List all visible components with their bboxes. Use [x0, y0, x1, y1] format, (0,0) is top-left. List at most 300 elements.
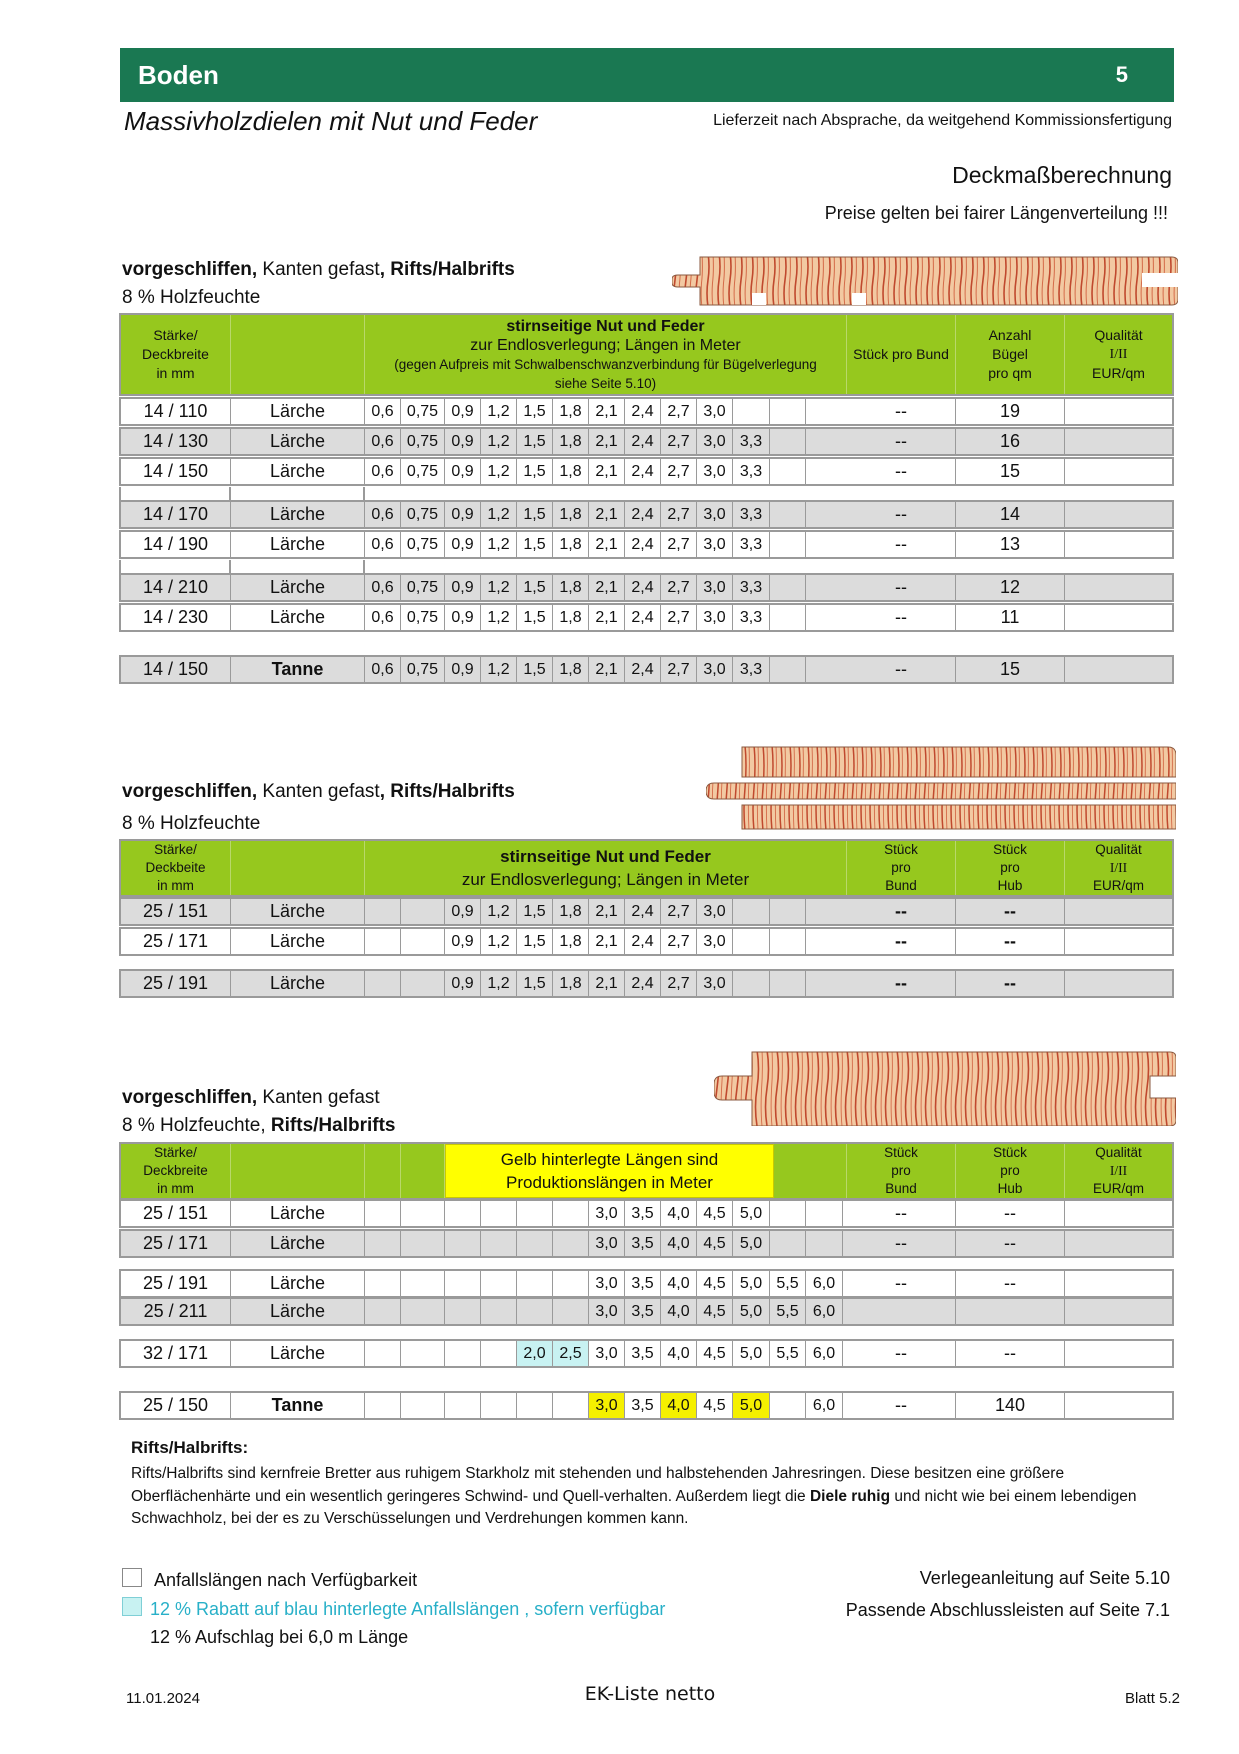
length-cell: 5,5 [770, 1271, 806, 1296]
length-cell [770, 502, 806, 527]
length-cell [401, 1299, 445, 1324]
length-cell: 6,0 [806, 1271, 843, 1296]
length-cell: 2,4 [625, 429, 661, 454]
length-cell: 2,4 [625, 657, 661, 682]
length-cell: 2,1 [589, 657, 625, 682]
stueck-cell: -- [847, 1271, 956, 1296]
quality-cell [1065, 429, 1172, 454]
length-cell: 2,0 [517, 1341, 553, 1366]
length-cell: 3,0 [697, 575, 733, 600]
length-cell: 1,8 [553, 971, 589, 996]
wood-cell: Tanne [231, 1393, 365, 1418]
length-cell: 1,8 [553, 605, 589, 630]
wood-cell: Lärche [231, 502, 365, 527]
length-cell [770, 971, 806, 996]
length-cell: 0,75 [401, 502, 445, 527]
length-cell: 0,9 [445, 399, 481, 424]
section1-table-header [119, 313, 1174, 396]
length-cell: 2,7 [661, 502, 697, 527]
legend-white-swatch [122, 1568, 142, 1587]
quality-cell [1065, 459, 1172, 484]
anzahl-cell: 13 [956, 532, 1065, 557]
length-cell [365, 1201, 401, 1226]
table-row [119, 655, 1174, 684]
length-cell: 3,0 [697, 459, 733, 484]
quality-cell [1065, 899, 1172, 924]
wood-cell: Lärche [231, 929, 365, 954]
length-cell [481, 1341, 517, 1366]
col-stueck-header: Stück pro Bund [847, 315, 956, 394]
len-header-spacer [401, 1144, 445, 1198]
length-cell [445, 1299, 481, 1324]
length-cell: 5,0 [733, 1341, 770, 1366]
hub-cell: -- [956, 1341, 1065, 1366]
wood-cell: Lärche [231, 1201, 365, 1226]
table-row [119, 530, 1174, 559]
length-cell: 0,9 [445, 429, 481, 454]
length-cell [365, 1299, 401, 1324]
length-cell: 0,75 [401, 657, 445, 682]
length-cell: 1,2 [481, 399, 517, 424]
stueck-cell: -- [847, 429, 956, 454]
length-cell: 2,1 [589, 502, 625, 527]
wood-cell: Lärche [231, 1271, 365, 1296]
length-cell [517, 1271, 553, 1296]
quality-cell [1065, 1341, 1172, 1366]
table-row [119, 1297, 1174, 1326]
length-cell [553, 1271, 589, 1296]
col-lengths-header: stirnseitige Nut und Feder zur Endlosverlegung; Längen in Meter [365, 841, 847, 895]
length-cell [733, 971, 770, 996]
legend-anfall: Anfallslängen nach Verfügbarkeit [154, 1570, 418, 1590]
length-cell: 0,6 [365, 459, 401, 484]
length-cell: 6,0 [806, 1341, 843, 1366]
length-cell [365, 1393, 401, 1418]
length-cell: 0,75 [401, 459, 445, 484]
table-row [119, 457, 1174, 486]
stueck-cell: -- [847, 657, 956, 682]
table-row [119, 603, 1174, 632]
table-row [119, 1229, 1174, 1258]
length-cell: 0,75 [401, 429, 445, 454]
length-cell: 2,7 [661, 429, 697, 454]
length-cell: 2,4 [625, 929, 661, 954]
length-cell: 1,2 [481, 459, 517, 484]
wood-cell: Lärche [231, 459, 365, 484]
hub-cell [956, 1299, 1065, 1324]
anzahl-cell: 14 [956, 502, 1065, 527]
wood-cell: Lärche [231, 399, 365, 424]
quality-cell [1065, 1299, 1172, 1324]
length-cell: 0,9 [445, 532, 481, 557]
length-cell [770, 532, 806, 557]
deck-title: Deckmaßberechnung [952, 162, 1172, 188]
col-quality-header: Qualität I/II EUR/qm [1092, 842, 1144, 893]
quality-cell [1065, 929, 1172, 954]
length-cell [365, 971, 401, 996]
length-cell: 1,2 [481, 657, 517, 682]
length-cell [770, 1393, 806, 1418]
length-cell: 2,1 [589, 575, 625, 600]
length-cell: 2,1 [589, 532, 625, 557]
wood-cell: Lärche [231, 605, 365, 630]
length-cell: 4,5 [697, 1299, 733, 1324]
length-cell: 3,3 [733, 605, 770, 630]
length-cell: 3,5 [625, 1201, 661, 1226]
length-cell [770, 605, 806, 630]
wood-cell: Lärche [231, 1231, 365, 1256]
length-cell: 3,0 [589, 1271, 625, 1296]
col-quality-header: Qualität I/II EUR/qm [1092, 327, 1145, 381]
col-stueck-header: Stück pro Bund [847, 841, 956, 895]
hub-cell: -- [956, 1201, 1065, 1226]
col-quality-header: Qualität I/II EUR/qm [1092, 1145, 1144, 1196]
col-dim-header: Stärke/ Deckbreite in mm [121, 315, 231, 394]
length-cell [553, 1299, 589, 1324]
quality-cell [1065, 657, 1172, 682]
length-cell [770, 429, 806, 454]
length-cell: 3,0 [697, 929, 733, 954]
stueck-cell: -- [847, 459, 956, 484]
length-cell: 5,0 [733, 1231, 770, 1256]
stueck-cell: -- [847, 502, 956, 527]
hub-cell: 140 [956, 1393, 1065, 1418]
dimension-cell: 14 / 150 [121, 459, 231, 484]
length-cell: 1,2 [481, 429, 517, 454]
stueck-cell: -- [847, 1393, 956, 1418]
len-header-spacer [774, 1144, 847, 1198]
length-cell: 1,8 [553, 532, 589, 557]
length-cell: 0,9 [445, 605, 481, 630]
footer-sheet: Blatt 5.2 [1124, 1690, 1180, 1707]
dimension-cell: 14 / 210 [121, 575, 231, 600]
dimension-cell: 25 / 171 [121, 1231, 231, 1256]
section3-table-header [119, 1142, 1174, 1200]
length-cell [770, 657, 806, 682]
length-cell: 0,9 [445, 899, 481, 924]
length-cell: 2,1 [589, 429, 625, 454]
length-cell: 2,1 [589, 929, 625, 954]
length-cell: 1,5 [517, 605, 553, 630]
length-cell: 1,5 [517, 657, 553, 682]
length-cell: 1,2 [481, 575, 517, 600]
anzahl-cell: 16 [956, 429, 1065, 454]
delivery-note: Lieferzeit nach Absprache, da weitgehend Kommissionsfertigung [713, 112, 1172, 129]
length-cell: 1,5 [517, 459, 553, 484]
length-cell: 2,7 [661, 575, 697, 600]
length-cell [401, 971, 445, 996]
footer-date: 11.01.2024 [126, 1690, 200, 1707]
length-cell: 3,5 [625, 1341, 661, 1366]
length-cell: 0,75 [401, 399, 445, 424]
quality-cell [1065, 605, 1172, 630]
length-cell [365, 1341, 401, 1366]
hub-cell: -- [956, 929, 1065, 954]
length-cell: 1,2 [481, 502, 517, 527]
dimension-cell: 25 / 150 [121, 1393, 231, 1418]
length-cell [517, 1299, 553, 1324]
quality-cell [1065, 1231, 1172, 1256]
length-cell: 1,5 [517, 532, 553, 557]
table-row [119, 397, 1174, 426]
length-cell [770, 1201, 806, 1226]
length-cell: 3,3 [733, 502, 770, 527]
dimension-cell: 14 / 170 [121, 502, 231, 527]
section2-heading: vorgeschliffen, Kanten gefast, Rifts/Halbrifts [122, 781, 515, 802]
length-cell: 3,0 [589, 1393, 625, 1418]
col-wood-header [231, 315, 365, 394]
dimension-cell: 25 / 171 [121, 929, 231, 954]
col-stueck-header: Stück pro Bund [847, 1144, 956, 1198]
length-cell: 3,0 [697, 971, 733, 996]
length-cell: 0,9 [445, 657, 481, 682]
length-cell [733, 929, 770, 954]
anzahl-cell: 12 [956, 575, 1065, 600]
length-cell [770, 575, 806, 600]
length-cell [401, 929, 445, 954]
table-row [119, 969, 1174, 998]
length-cell [481, 1393, 517, 1418]
length-cell [770, 399, 806, 424]
length-cell: 5,5 [770, 1299, 806, 1324]
banner-page-number: 5 [1115, 62, 1128, 87]
wood-cell: Lärche [231, 1299, 365, 1324]
length-cell [553, 1201, 589, 1226]
table-row [119, 1269, 1174, 1298]
length-cell: 0,6 [365, 399, 401, 424]
length-cell: 6,0 [806, 1299, 843, 1324]
legend-abschlussleisten: Passende Abschlussleisten auf Seite 7.1 [845, 1600, 1170, 1620]
length-cell [770, 459, 806, 484]
quality-cell [1065, 1271, 1172, 1296]
length-cell: 6,0 [806, 1393, 843, 1418]
length-cell [770, 929, 806, 954]
length-cell: 2,7 [661, 899, 697, 924]
dimension-cell: 14 / 190 [121, 532, 231, 557]
stueck-cell: -- [847, 1341, 956, 1366]
stueck-cell: -- [847, 605, 956, 630]
length-cell [401, 1271, 445, 1296]
length-cell [517, 1201, 553, 1226]
length-cell: 3,5 [625, 1299, 661, 1324]
length-cell: 0,9 [445, 575, 481, 600]
length-cell: 0,75 [401, 575, 445, 600]
table-row [119, 573, 1174, 602]
length-cell: 3,0 [589, 1201, 625, 1226]
length-cell: 1,8 [553, 459, 589, 484]
length-cell: 1,5 [517, 575, 553, 600]
stueck-cell: -- [847, 1231, 956, 1256]
stueck-cell: -- [847, 399, 956, 424]
length-cell: 1,5 [517, 429, 553, 454]
length-cell [806, 1231, 843, 1256]
length-cell [401, 1231, 445, 1256]
table-row [119, 500, 1174, 529]
anzahl-cell: 15 [956, 459, 1065, 484]
anzahl-cell: 11 [956, 605, 1065, 630]
length-cell: 1,5 [517, 399, 553, 424]
dimension-cell: 32 / 171 [121, 1341, 231, 1366]
notes-paragraph: Rifts/Halbrifts sind kernfreie Bretter aus ruhigem Starkholz mit stehenden und halbstehenden Jahresringen. Diese besitzen eine größere Oberflächenhärte und ein wesentlich geringeres Schwind- und Quell-verhalten. Außerdem liegt die Diele ruhig und nicht wie bei einem lebendigen Schwachholz, bei der es zu Verschüsselungen und Verdrehungen kommen kann. [131, 1465, 1137, 1527]
wood-cell: Tanne [231, 657, 365, 682]
footer-center: EK-Liste netto [584, 1683, 716, 1705]
length-cell: 1,5 [517, 929, 553, 954]
stueck-cell: -- [847, 532, 956, 557]
length-cell: 1,2 [481, 532, 517, 557]
length-cell: 4,5 [697, 1341, 733, 1366]
length-cell: 1,2 [481, 929, 517, 954]
col-hub-header: Stück pro Hub [956, 1144, 1065, 1198]
length-cell: 3,0 [697, 502, 733, 527]
length-cell: 0,9 [445, 929, 481, 954]
dimension-cell: 25 / 191 [121, 971, 231, 996]
length-cell: 2,7 [661, 605, 697, 630]
section1-moisture: 8 % Holzfeuchte [122, 287, 261, 308]
stueck-cell [847, 1299, 956, 1324]
length-cell [445, 1231, 481, 1256]
length-cell: 0,75 [401, 532, 445, 557]
length-cell: 3,5 [625, 1271, 661, 1296]
length-cell: 2,7 [661, 459, 697, 484]
stueck-cell: -- [847, 929, 956, 954]
length-cell: 3,0 [589, 1299, 625, 1324]
table-row [119, 1339, 1174, 1368]
length-cell: 4,5 [697, 1393, 733, 1418]
dimension-cell: 25 / 151 [121, 899, 231, 924]
length-cell: 3,0 [697, 657, 733, 682]
stueck-cell: -- [847, 899, 956, 924]
dimension-cell: 25 / 211 [121, 1299, 231, 1324]
length-cell [733, 399, 770, 424]
length-cell: 5,0 [733, 1393, 770, 1418]
legend-aufschlag: 12 % Aufschlag bei 6,0 m Länge [150, 1627, 409, 1647]
length-cell [365, 899, 401, 924]
length-cell: 4,0 [661, 1231, 697, 1256]
length-cell [365, 929, 401, 954]
length-cell: 1,2 [481, 899, 517, 924]
length-cell [401, 1341, 445, 1366]
length-cell: 3,0 [697, 399, 733, 424]
table-row [119, 927, 1174, 956]
length-cell: 4,0 [661, 1299, 697, 1324]
section1-heading: vorgeschliffen, Kanten gefast, Rifts/Halbrifts [122, 259, 515, 280]
legend-verlegeanleitung: Verlegeanleitung auf Seite 5.10 [919, 1568, 1170, 1588]
board-profile-2-image [706, 745, 1176, 831]
board-profile-1-image [672, 253, 1178, 307]
length-cell: 3,0 [697, 899, 733, 924]
length-cell: 1,8 [553, 399, 589, 424]
length-cell: 3,5 [625, 1393, 661, 1418]
wood-cell: Lärche [231, 899, 365, 924]
length-cell [445, 1201, 481, 1226]
length-cell: 0,6 [365, 575, 401, 600]
length-cell [445, 1393, 481, 1418]
length-cell: 3,0 [589, 1231, 625, 1256]
notes-title: Rifts/Halbrifts: [131, 1438, 249, 1457]
length-cell: 4,0 [661, 1271, 697, 1296]
length-cell [365, 1271, 401, 1296]
table-row [119, 897, 1174, 926]
anzahl-cell: 19 [956, 399, 1065, 424]
page-subtitle: Massivholzdielen mit Nut und Feder [124, 106, 538, 136]
length-cell: 1,2 [481, 971, 517, 996]
dimension-cell: 14 / 150 [121, 657, 231, 682]
length-cell: 5,0 [733, 1299, 770, 1324]
col-hub-header: Stück pro Hub [956, 841, 1065, 895]
length-cell: 2,4 [625, 502, 661, 527]
length-cell [481, 1231, 517, 1256]
length-cell: 1,8 [553, 502, 589, 527]
length-cell: 1,8 [553, 429, 589, 454]
length-cell: 1,5 [517, 971, 553, 996]
length-cell [401, 1201, 445, 1226]
length-cell: 1,8 [553, 929, 589, 954]
length-cell: 2,7 [661, 929, 697, 954]
length-cell: 2,4 [625, 459, 661, 484]
wood-cell: Lärche [231, 532, 365, 557]
fair-note: Preise gelten bei fairer Längenverteilung !!! [824, 203, 1168, 223]
length-cell: 3,3 [733, 657, 770, 682]
length-cell [770, 899, 806, 924]
length-cell: 0,6 [365, 429, 401, 454]
length-cell: 4,0 [661, 1341, 697, 1366]
quality-cell [1065, 1201, 1172, 1226]
length-cell [553, 1393, 589, 1418]
length-cell [517, 1393, 553, 1418]
length-cell [806, 1201, 843, 1226]
length-cell: 2,4 [625, 899, 661, 924]
length-cell: 3,0 [589, 1341, 625, 1366]
length-cell: 2,1 [589, 971, 625, 996]
section2-moisture: 8 % Holzfeuchte [122, 813, 261, 834]
length-cell: 0,75 [401, 605, 445, 630]
length-cell: 4,0 [661, 1393, 697, 1418]
quality-cell [1065, 502, 1172, 527]
length-cell: 2,7 [661, 399, 697, 424]
section3-heading: vorgeschliffen, Kanten gefast [122, 1087, 380, 1108]
length-cell: 2,1 [589, 459, 625, 484]
length-cell: 2,7 [661, 657, 697, 682]
dimension-cell: 14 / 230 [121, 605, 231, 630]
length-cell: 3,0 [697, 429, 733, 454]
length-cell: 3,0 [697, 605, 733, 630]
length-cell: 3,0 [697, 532, 733, 557]
quality-cell [1065, 575, 1172, 600]
length-cell: 3,3 [733, 575, 770, 600]
length-cell: 0,9 [445, 459, 481, 484]
length-cell [481, 1201, 517, 1226]
legend-cyan-swatch [122, 1597, 142, 1616]
length-cell: 3,5 [625, 1231, 661, 1256]
length-cell: 1,8 [553, 657, 589, 682]
page-banner [120, 48, 1174, 102]
length-cell [481, 1299, 517, 1324]
length-cell: 0,6 [365, 532, 401, 557]
quality-cell [1065, 399, 1172, 424]
length-cell: 0,9 [445, 971, 481, 996]
length-cell: 0,9 [445, 502, 481, 527]
hub-cell: -- [956, 1271, 1065, 1296]
length-cell [481, 1271, 517, 1296]
length-cell: 2,1 [589, 399, 625, 424]
length-cell: 2,4 [625, 399, 661, 424]
length-cell: 5,5 [770, 1341, 806, 1366]
hub-cell: -- [956, 899, 1065, 924]
quality-cell [1065, 532, 1172, 557]
col-wood-header [231, 1144, 365, 1198]
col-lengths-header-yellow: Gelb hinterlegte Längen sind Produktionslängen in Meter [445, 1144, 774, 1198]
wood-cell: Lärche [231, 575, 365, 600]
